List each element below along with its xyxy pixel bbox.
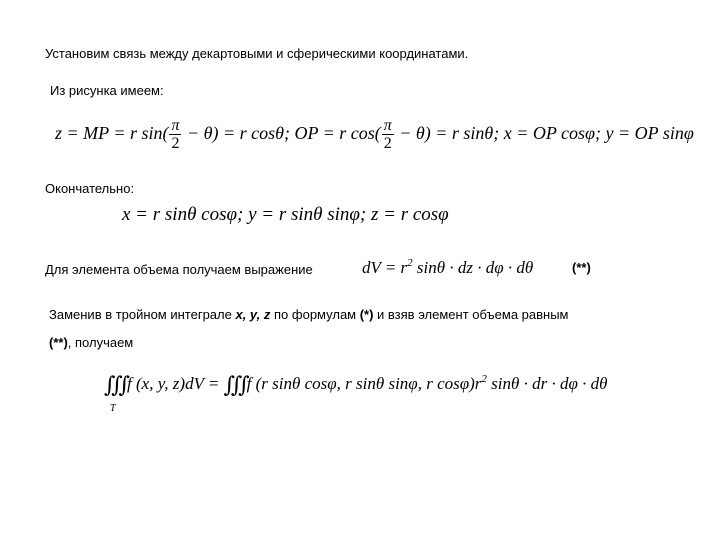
formula-relations-part-c: − θ) = r sinθ; x = OP cosφ; y = OP sinφ — [394, 123, 694, 144]
integral-domain-label: T — [110, 403, 116, 414]
formula-spherical: x = r sinθ cosφ; y = r sinθ sinφ; z = r cosφ — [122, 204, 449, 225]
replace-line: Заменив в тройном интеграле x, y, z по формулам (*) и взяв элемент объема равным — [49, 307, 569, 322]
fraction-pi-over-2-b: $\frac{\pi}{2}$ — [383, 117, 392, 152]
formula-relations-part-b: − θ) = r cosθ; OP = r cos( — [182, 123, 381, 144]
formula-relations — [55, 118, 694, 152]
volume-element-text: Для элемента объема получаем выражение — [45, 262, 313, 277]
formula-volume-element: dV = $r^2$ sinθ · dz · dφ · dθ — [362, 257, 534, 277]
formula-triple-integral: ∭f (x, y, z)dV = ∭f (r sinθ cosφ, r sinθ sinφ, r $\cos\varphi)r^2$ sinθ · dr · dφ · dθ — [104, 372, 608, 397]
formula-relations-part-a: z = MP = r sin( — [55, 123, 169, 144]
intro-line: Установим связь между декартовыми и сферическими координатами. — [45, 46, 469, 61]
from-figure-label: Из рисунка имеем: — [50, 83, 164, 98]
triple-integral-symbol-right: ∭ — [223, 372, 247, 397]
ref-star: (*) — [359, 307, 374, 322]
volume-element-mark: (**) — [572, 260, 591, 275]
variables-xyz: x, y, z — [235, 307, 271, 322]
finally-label: Окончательно: — [45, 181, 135, 196]
triple-integral-symbol-left: ∭ — [104, 372, 128, 397]
fraction-pi-over-2-a: $\frac{\pi}{2}$ — [171, 117, 180, 152]
ref-double-star: (**) — [49, 335, 68, 350]
replace-line-cont: (**), получаем — [49, 335, 134, 350]
